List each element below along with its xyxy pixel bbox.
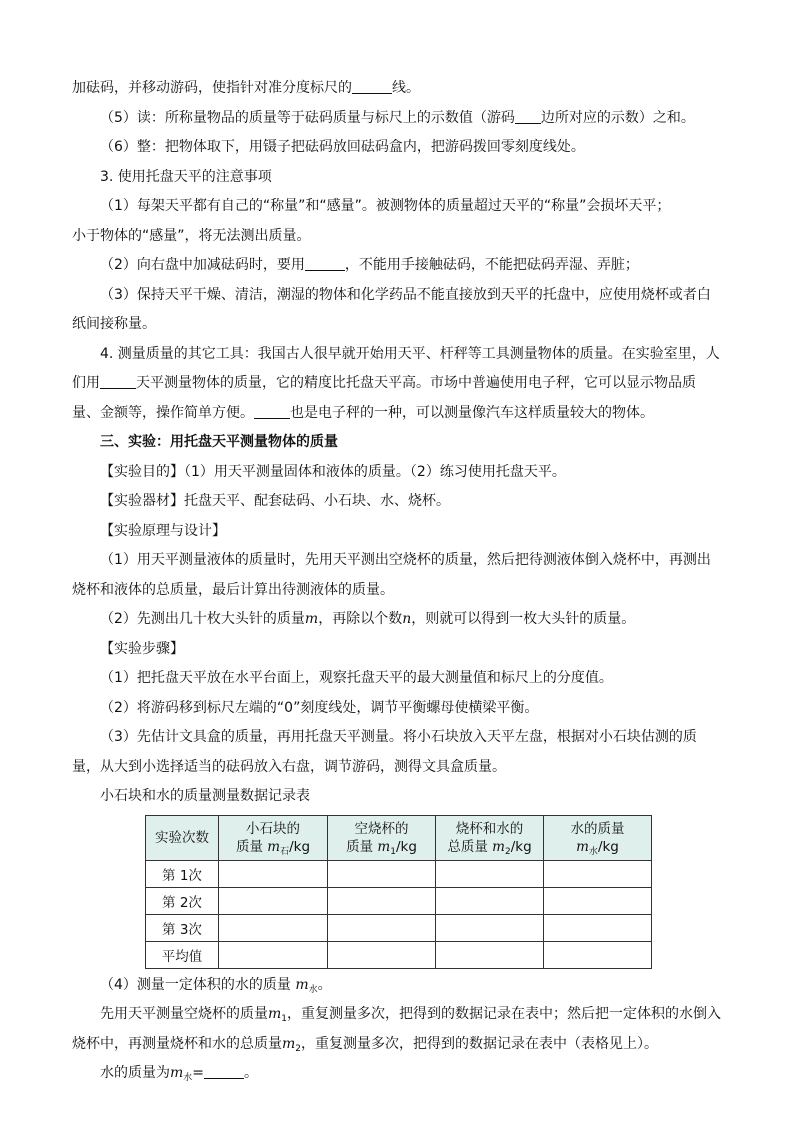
subheading: 【实验原理与设计】 (100, 522, 226, 539)
table-cell[interactable] (219, 887, 328, 914)
text-line: 烧杯中，再测量烧杯和水的总质量$m_2$，重复测量多次，把得到的数据记录在表中（表格见上）。 (72, 1035, 659, 1054)
text-line: （2）先测出几十枚大头针的质量m，再除以个数n，则就可以得到一枚大头针的质量。 (100, 611, 636, 627)
header-cell: 烧杯和水的 总质量 $m_2/kg$ (436, 815, 544, 860)
text-line: （5）读：所称量物品的质量等于砝码质量与标尺上的示数值（游码 边所对应的示数）之和。 (100, 109, 695, 126)
table-cell[interactable] (219, 860, 328, 887)
text-line: 【实验器材】托盘天平、配套砝码、小石块、水、烧杯。 (100, 493, 450, 509)
table-row (146, 941, 652, 968)
row-label: 第 1次 (146, 860, 219, 887)
table-cell[interactable] (328, 860, 436, 887)
table-row (146, 914, 652, 941)
text-line: （2）将游码移到标尺左端的“0”刻度线处，调节平衡螺母使横梁平衡。 (100, 699, 539, 716)
table-cell[interactable] (544, 887, 652, 914)
fill-blank[interactable] (305, 256, 345, 271)
text-line: 量、金额等，操作简单方便。 也是电子秤的一种，可以测量像汽车这样质量较大的物体。 (72, 404, 654, 421)
text-line: 小于物体的“感量”，将无法测出质量。 (72, 227, 311, 244)
table-cell[interactable] (544, 941, 652, 968)
text-line: （3）先估计文具盒的质量，再用托盘天平测量。将小石块放入天平左盘，根据对小石块估测的质 (100, 729, 697, 745)
text-line: 4. 测量质量的其它工具：我国古人很早就开始用天平、杆秤等工具测量物体的质量。在实验室里，人 (100, 345, 720, 362)
row-label: 第 3次 (146, 914, 219, 941)
fill-blank[interactable] (204, 1064, 244, 1079)
text-line: 烧杯和液体的总质量，最后计算出待测液体的质量。 (72, 581, 394, 598)
table-cell[interactable] (436, 860, 544, 887)
text-line: 【实验目的】（1）用天平测量固体和液体的质量。（2）练习使用托盘天平。 (100, 463, 566, 480)
text-line: （4）测量一定体积的水的质量 $m_水$。 (100, 976, 332, 995)
table-cell[interactable] (328, 941, 436, 968)
table-row (146, 860, 652, 887)
text-line: （2）向右盘中加减砝码时，要用 ，不能用手接触砝码，不能把砝码弄湿、弄脏； (100, 257, 639, 273)
text-line: 加砝码，并移动游码，使指针对准分度标尺的 线。 (72, 80, 420, 96)
subheading: 【实验步骤】 (100, 640, 184, 657)
text-line: 水的质量为$m_水=$ 。 (100, 1065, 259, 1083)
row-label: 平均值 (146, 941, 219, 968)
section-heading: 3. 使用托盘天平的注意事项 (100, 168, 272, 185)
table-cell[interactable] (219, 941, 328, 968)
header-cell: 水的质量 $m_水/kg$ (544, 815, 652, 860)
text-line: （1）用天平测量液体的质量时，先用天平测出空烧杯的质量，然后把待测液体倒入烧杯中，再测出 (100, 552, 711, 568)
table-caption: 小石块和水的质量测量数据记录表 (100, 788, 310, 804)
data-record-table (145, 815, 652, 969)
fill-blank[interactable] (352, 79, 392, 94)
text-line: （3）保持天平干燥、清洁，潮湿的物体和化学药品不能直接放到天平的托盘中，应使用烧杯或者白 (100, 286, 711, 303)
table-cell[interactable] (328, 914, 436, 941)
table-cell[interactable] (544, 860, 652, 887)
text-line: 先用天平测量空烧杯的质量$m_1$，重复测量多次，把得到的数据记录在表中；然后把一定体积的水倒入 (100, 1006, 722, 1024)
table-cell[interactable] (436, 941, 544, 968)
text-line: （6）整：把物体取下，用镊子把砝码放回砝码盒内，把游码拨回零刻度线处。 (100, 139, 585, 155)
table-cell[interactable] (436, 914, 544, 941)
row-label: 第 2次 (146, 887, 219, 914)
header-cell: 小石块的 质量 $m_石/kg$ (219, 815, 328, 860)
section-heading: 三、实验：用托盘天平测量物体的质量 (100, 434, 338, 450)
table-cell[interactable] (219, 914, 328, 941)
fill-blank[interactable] (254, 404, 290, 419)
fill-blank[interactable] (100, 374, 136, 389)
header-cell: 空烧杯的 质量 $m_1/kg$ (328, 815, 436, 860)
text-line: 们用 天平测量物体的质量，它的精度比托盘天平高。市场中普遍使用电子秤，它可以显示物品质 (72, 375, 696, 391)
document-page (72, 74, 722, 1089)
table-cell[interactable] (436, 887, 544, 914)
table-row (146, 887, 652, 914)
table-cell[interactable] (328, 887, 436, 914)
text-line: （1）把托盘天平放在水平台面上，观察托盘天平的最大测量值和标尺上的分度值。 (100, 670, 613, 686)
text-line: （1）每架天平都有自己的“称量”和“感量”。被测物体的质量超过天平的“称量”会损坏天平； (100, 198, 671, 214)
text-line: 量，从大到小选择适当的砝码放入右盘，调节游码，测得文具盒质量。 (72, 758, 506, 775)
text-line: 纸间接称量。 (72, 316, 156, 332)
header-cell: 实验次数 (146, 815, 219, 860)
table-header-row (146, 815, 652, 860)
table-cell[interactable] (544, 914, 652, 941)
fill-blank[interactable] (515, 109, 541, 124)
